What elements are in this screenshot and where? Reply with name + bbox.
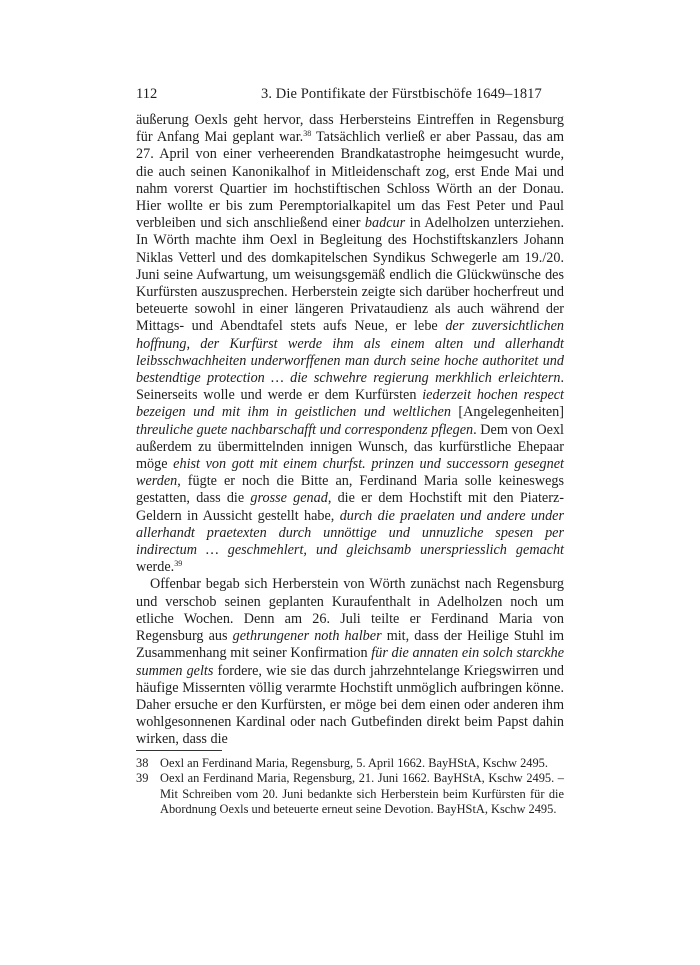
- page-number: 112: [136, 86, 158, 102]
- italic-quote: der zuversichtlichen hoffnung, der Kurfürst werde ihm als einem alten und allerhandt leibsschwachheiten underworffenen man durch seine hoche authoritet und bestendtige protection … die schwehre regierung merkhlich erleichtern: [136, 318, 565, 387]
- text-run: , die er dem Hochstift mit den Piaterz-Geldern in Aussicht gestellt habe,: [136, 490, 564, 524]
- footnote-number: 38: [136, 756, 149, 770]
- text-run: Offenbar begab sich Herberstein von Wörth zunächst nach Regensburg und verschob seinen geplanten Kuraufenthalt in Adelholzen noch um etliche Wochen. Denn am 26. Juli teilte er Ferdinand Maria von Regensburg aus: [136, 576, 564, 645]
- italic-quote: durch die praelaten und andere under allerhandt praetexten durch unnöttige und unnuzliche spesen per indirectum … geschmehlert, und gleichsamb unerspriesslich gemacht: [136, 507, 564, 559]
- footnotes: [136, 756, 564, 818]
- text-run: äußerung Oexls geht hervor, dass Herbersteins Eintreffen in Regensburg für Anfang Mai geplant war.: [136, 112, 564, 146]
- italic-quote: gethrungener noth halber: [232, 628, 382, 645]
- text-run: in Adelholzen unterziehen. In Wörth machte ihm Oexl in Begleitung des Hochstiftskanzlers Johann Niklas Vetterl und des domkapitelschen Syndikus Schwegerle am 19./20. Juni seine Aufwartung, um weisungsgemäß endlich die Glückwünsche des Kurfürsten auszusprechen. Herberstein zeigte sich darüber hocherfreut und beteuerte sowohl in einer längeren Privataudienz als auch während der Mittags- und Abendtafel stets aufs Neue, er lebe: [136, 215, 564, 335]
- text-run: werde.: [136, 559, 175, 576]
- italic-quote: ehist von gott mit einem churfst. prinzen und successorn gesegnet werden: [136, 456, 564, 490]
- italic-quote: iederzeit hochen respect bezeigen und mit ihm in geistlichen und weltlichen: [136, 387, 564, 421]
- text-run: , fügte er noch die Bitte an, Ferdinand Maria solle keineswegs gestatten, dass die: [136, 473, 564, 507]
- running-header: [136, 84, 564, 104]
- italic-quote: grosse genad: [250, 490, 328, 507]
- running-title: 3. Die Pontifikate der Fürstbischöfe 1649–1817: [261, 86, 542, 102]
- footnote-separator: [136, 750, 222, 751]
- paragraph: [136, 576, 564, 748]
- text-run: mit, dass der Heilige Stuhl im Zusammenhang mit seiner Konfirmation: [136, 628, 564, 662]
- italic-quote: für die annaten ein solch starckhe summen gelts: [136, 645, 564, 679]
- body-text: [136, 112, 564, 749]
- footnote-text: Oexl an Ferdinand Maria, Regensburg, 5. April 1662. BayHStA, Kschw 2495.: [160, 756, 548, 770]
- footnote: [136, 756, 564, 771]
- text-run: Tatsächlich verließ er aber Passau, das am 27. April von einer verheerenden Brandkatastrophe heimgesucht wurde, die auch seinen Kanonikalhof in Mitleidenschaft zog, erst Ende Mai und nahm vorerst Quartier im hochstiftischen Schloss Wörth an der Donau. Hier wollte er bis zum Peremptorialkapitel um das Fest Peter und Paul verbleiben und sich anschließend einer: [136, 129, 564, 232]
- italic-quote: badcur: [364, 215, 406, 232]
- text-run: . Seinerseits wolle und werde er dem Kurfürsten: [136, 370, 564, 404]
- text-run: fordere, wie sie das durch jahrzehntelange Kriegswirren und häufige Missernten völlig verarmte Hochstift unmöglich aufbringen könne. Daher ersuche er den Kurfürsten, er möge bei dem einen oder anderen ihm wohlgesonnenen Kardinal oder nach Gutbefinden direkt beim Papst dahin wirken, dass die: [136, 662, 564, 748]
- footnote-ref[interactable]: 38: [303, 129, 312, 139]
- text-run: . Dem von Oexl außerdem zu übermittelnden innigen Wunsch, das kurfürstliche Ehepaar möge: [136, 421, 564, 473]
- footnote-ref[interactable]: 39: [174, 559, 183, 569]
- text-run: [Angelegenheiten]: [450, 404, 564, 421]
- italic-quote: threuliche guete nachbarschafft und correspondenz pflegen: [136, 421, 474, 438]
- footnote-text: Oexl an Ferdinand Maria, Regensburg, 21. Juni 1662. BayHStA, Kschw 2495. – Mit Schreiben vom 20. Juni bedankte sich Herberstein beim Kurfürsten für die Abordnung Oexls und beteuerte erneut seine Devotion. BayHStA, Kschw 2495.: [160, 771, 564, 817]
- footnote-number: 39: [136, 771, 149, 786]
- footnote: [136, 771, 564, 817]
- paragraph: [136, 112, 564, 576]
